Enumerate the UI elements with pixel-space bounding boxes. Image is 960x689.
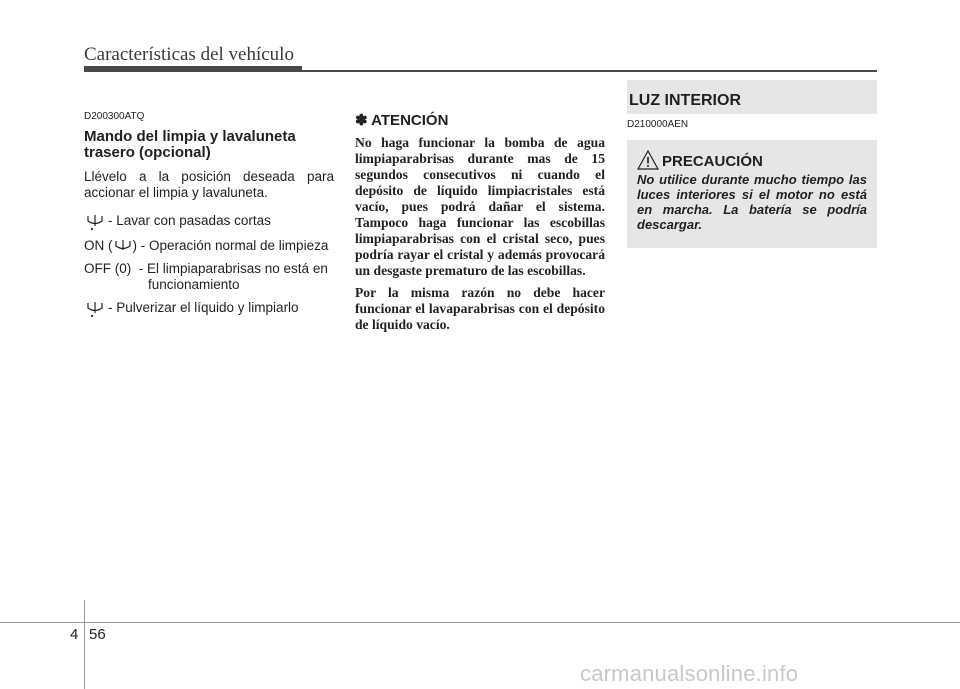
section-code: D200300ATQ bbox=[84, 111, 145, 122]
section-code-right: D210000AEN bbox=[627, 119, 689, 130]
watermark: carmanualsonline.info bbox=[580, 661, 799, 686]
attention-paragraph-2: Por la misma razón no debe hacer funcionar el lavaparabrisas con el depósito de líquido vacío. bbox=[355, 285, 605, 332]
footer-rule bbox=[0, 622, 960, 623]
wiper-mist-icon bbox=[84, 213, 106, 231]
right-column bbox=[627, 80, 877, 248]
intro-text: Llévelo a la posición deseada para accionar el limpia y lavaluneta. bbox=[84, 169, 334, 200]
item-washer-label: - Pulverizar el líquido y limpiarlo bbox=[108, 300, 299, 315]
item-mist-label: - Lavar con pasadas cortas bbox=[108, 213, 271, 228]
caution-header bbox=[637, 150, 867, 170]
item-on-label: ) - Operación normal de limpieza bbox=[132, 238, 329, 253]
item-off-line2: funcionamiento bbox=[148, 277, 240, 292]
header-rule bbox=[302, 70, 877, 72]
page-section-number: 4 bbox=[70, 626, 79, 643]
item-off-line1: OFF (0) - El limpiaparabrisas no está en bbox=[84, 261, 328, 276]
section-heading-box bbox=[627, 80, 877, 114]
attention-paragraph-1: No haga funcionar la bomba de agua limpiaparabrisas durante mas de 15 segundos consecutivos ni cuando el depósito de líquido limpiacristales está vacío, pues podrá dañar el sistema. Tampoco haga funcionar las escobillas limpiaparabrisas con el cristal seco, pues podría rayar el cristal y además provocará un desgaste prematuro de las escobillas. bbox=[355, 135, 605, 278]
footer-divider bbox=[84, 600, 85, 689]
page-number: 56 bbox=[89, 626, 106, 643]
caution-box bbox=[627, 140, 877, 248]
middle-column bbox=[355, 111, 605, 339]
page-header-title: Características del vehículo bbox=[84, 44, 294, 65]
washer-spray-icon bbox=[84, 300, 106, 318]
item-washer bbox=[84, 300, 334, 318]
luz-interior-heading: LUZ INTERIOR bbox=[629, 92, 741, 109]
item-on bbox=[84, 238, 334, 254]
left-column bbox=[84, 111, 334, 325]
item-off bbox=[84, 261, 334, 293]
caution-title: PRECAUCIÓN bbox=[662, 153, 763, 170]
section-heading: Mando del limpia y lavaluneta trasero (opcional) bbox=[84, 128, 296, 161]
warning-triangle-icon bbox=[637, 150, 659, 170]
header-bar bbox=[84, 66, 302, 72]
wiper-on-icon bbox=[113, 238, 133, 254]
caution-text: No utilice durante mucho tiempo las luces interiores si el motor no está en marcha. La batería se podría descargar. bbox=[637, 172, 867, 232]
item-mist bbox=[84, 213, 334, 231]
attention-title: ✽ ATENCIÓN bbox=[355, 112, 449, 129]
item-on-prefix: ON ( bbox=[84, 238, 113, 253]
